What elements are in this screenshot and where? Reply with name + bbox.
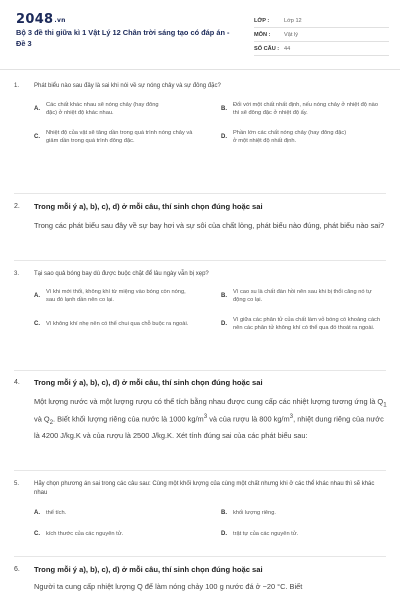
question-number: 4. [14,379,20,386]
option-letter: A. [34,292,40,299]
option-text: Vì cao su là chất đàn hồi nên sau khi bị thổi căng nó tự động co lại. [233,288,372,303]
option-text: Phần lớn các chất nóng chảy (hay đông đặc) ở một nhiệt độ nhất định. [233,129,347,145]
paragraph-part: và của rượu là 800 kg/m [207,414,290,424]
question-header [14,82,388,91]
paragraph-part: và Q [34,414,50,424]
option-text: thể tích. [46,510,67,516]
question-number: 3. [14,271,20,277]
option-a[interactable] [14,509,201,517]
paragraph-part: Một lượng nước và một lượng rượu có thể tích bằng nhau được cung cấp các nhiệt lượng tương ứng là Q [34,396,384,406]
options-list [14,101,388,146]
question-header [14,480,388,497]
option-text: Vì khi mới thổi, không khí từ miệng vào bóng còn nóng, sau đó lạnh dần nên co lại. [46,288,186,303]
question-text: Tại sao quả bóng bay dù được buộc chặt để lâu ngày vẫn bị xẹp? [34,271,209,277]
option-c[interactable] [14,129,201,145]
subscript: 2 [49,419,54,427]
meta-value: Vật lý [284,31,298,38]
option-letter: C. [34,321,40,328]
site-logo[interactable] [16,12,66,27]
question-paragraph [34,396,388,443]
document-title: Bộ 3 đề thi giữa kì 1 Vật Lý 12 Chân trời sáng tạo có đáp án - Đề 3 [16,28,230,48]
question-number: 5. [14,481,20,487]
question-header [14,203,388,212]
meta-value: 44 [284,45,291,52]
meta-row-subject [254,28,389,42]
question-4 [14,379,388,442]
meta-key: MÔN : [254,31,271,38]
question-paragraph: Trong các phát biểu sau đây về sự bay hơi và sự sôi của chất lỏng, phát biểu nào đúng, phát biểu nào sai? [34,220,385,230]
option-d[interactable] [201,316,388,332]
option-letter: A. [34,510,40,517]
option-b[interactable] [201,101,388,117]
question-number: 6. [14,566,20,573]
option-c[interactable] [14,316,201,332]
document-header [0,0,400,70]
option-text: khối lượng riêng. [233,510,276,516]
question-6 [14,566,388,593]
logo-text: 2048 [16,12,54,27]
option-d[interactable] [201,530,388,538]
options-list [14,288,388,333]
question-1 [14,82,388,145]
option-text: Vì giữa các phân tử của chất làm vỏ bóng có khoảng cách nên các phân tử không khí có thể qua đó thoát ra ngoài. [233,316,381,332]
option-b[interactable] [201,509,388,517]
question-text: Hãy chọn phương án sai trong các câu sau: Cùng một khối lượng của cùng một chất nhưng khi ở các thể khác nhau thì sẽ khác nhau [34,481,375,496]
meta-value: Lớp 12 [284,17,302,24]
option-text: kích thước của các nguyên tử. [46,531,124,538]
question-2 [14,203,388,232]
question-paragraph: Người ta cung cấp nhiệt lượng Q để làm nóng chảy 100 g nước đá ở −20 °C. Biết [34,581,303,591]
option-letter: D. [221,531,227,538]
option-letter: B. [221,292,227,299]
option-letter: B. [221,105,227,112]
question-text: Trong mỗi ý a), b), c), d) ở mỗi câu, thí sinh chọn đúng hoặc sai [34,565,263,574]
question-divider [14,193,386,194]
option-text: Đối với một chất nhất định, nếu nóng chảy ở nhiệt độ nào thì sẽ đông đặc ở nhiệt độ ấy. [233,101,379,116]
superscript: 3 [203,413,208,421]
option-letter: D. [221,321,227,328]
paragraph-part: , nhiệt dung riêng của nước là 4200 J/kg.K và của rượu là 2500 J/kg.K. Xét tính đúng sai của các phát biểu sau: [34,414,384,440]
option-a[interactable] [14,101,201,117]
option-c[interactable] [14,530,201,538]
option-letter: A. [34,105,40,112]
question-divider [14,260,386,261]
option-letter: B. [221,510,227,517]
logo-suffix: .vn [54,17,66,24]
question-divider [14,556,386,557]
question-header [14,566,388,575]
option-letter: D. [221,134,227,141]
question-3 [14,270,388,332]
options-list [14,509,388,538]
option-text: Vì không khí nhẹ nên có thể chui qua chỗ buộc ra ngoài. [46,321,189,327]
meta-row-grade [254,14,389,28]
meta-row-count [254,42,389,56]
option-letter: C. [34,134,40,141]
question-header [14,270,388,279]
question-number: 1. [14,83,20,89]
option-text: Nhiệt độ của vật sẽ tăng dần trong quá trình nóng chảy và giảm dần trong quá trình đông đặc. [46,129,193,145]
subscript: 1 [383,400,387,408]
option-text: trật tự của các nguyên tử. [233,531,299,538]
paragraph-part: . Biết khối lượng riêng của nước là 1000 kg/m [53,414,204,424]
option-b[interactable] [201,288,388,304]
option-d[interactable] [201,129,388,145]
option-letter: C. [34,531,40,538]
question-5 [14,480,388,538]
question-divider [14,370,386,371]
question-header [14,379,388,388]
question-number: 2. [14,203,20,210]
question-text: Trong mỗi ý a), b), c), d) ở mỗi câu, thí sinh chọn đúng hoặc sai [34,378,263,387]
meta-key: SỐ CÂU : [254,45,280,52]
question-divider [14,470,386,471]
option-text: Các chất khác nhau sẽ nóng chảy (hay đông đặc) ở nhiệt độ khác nhau. [46,101,159,116]
option-a[interactable] [14,288,201,304]
question-text: Trong mỗi ý a), b), c), d) ở mỗi câu, thí sinh chọn đúng hoặc sai [34,202,263,211]
superscript: 3 [289,413,294,421]
question-text: Phát biểu nào sau đây là sai khi nói về sự nóng chảy và sự đông đặc? [34,83,221,89]
meta-key: LỚP : [254,17,270,24]
document-meta [254,14,389,56]
